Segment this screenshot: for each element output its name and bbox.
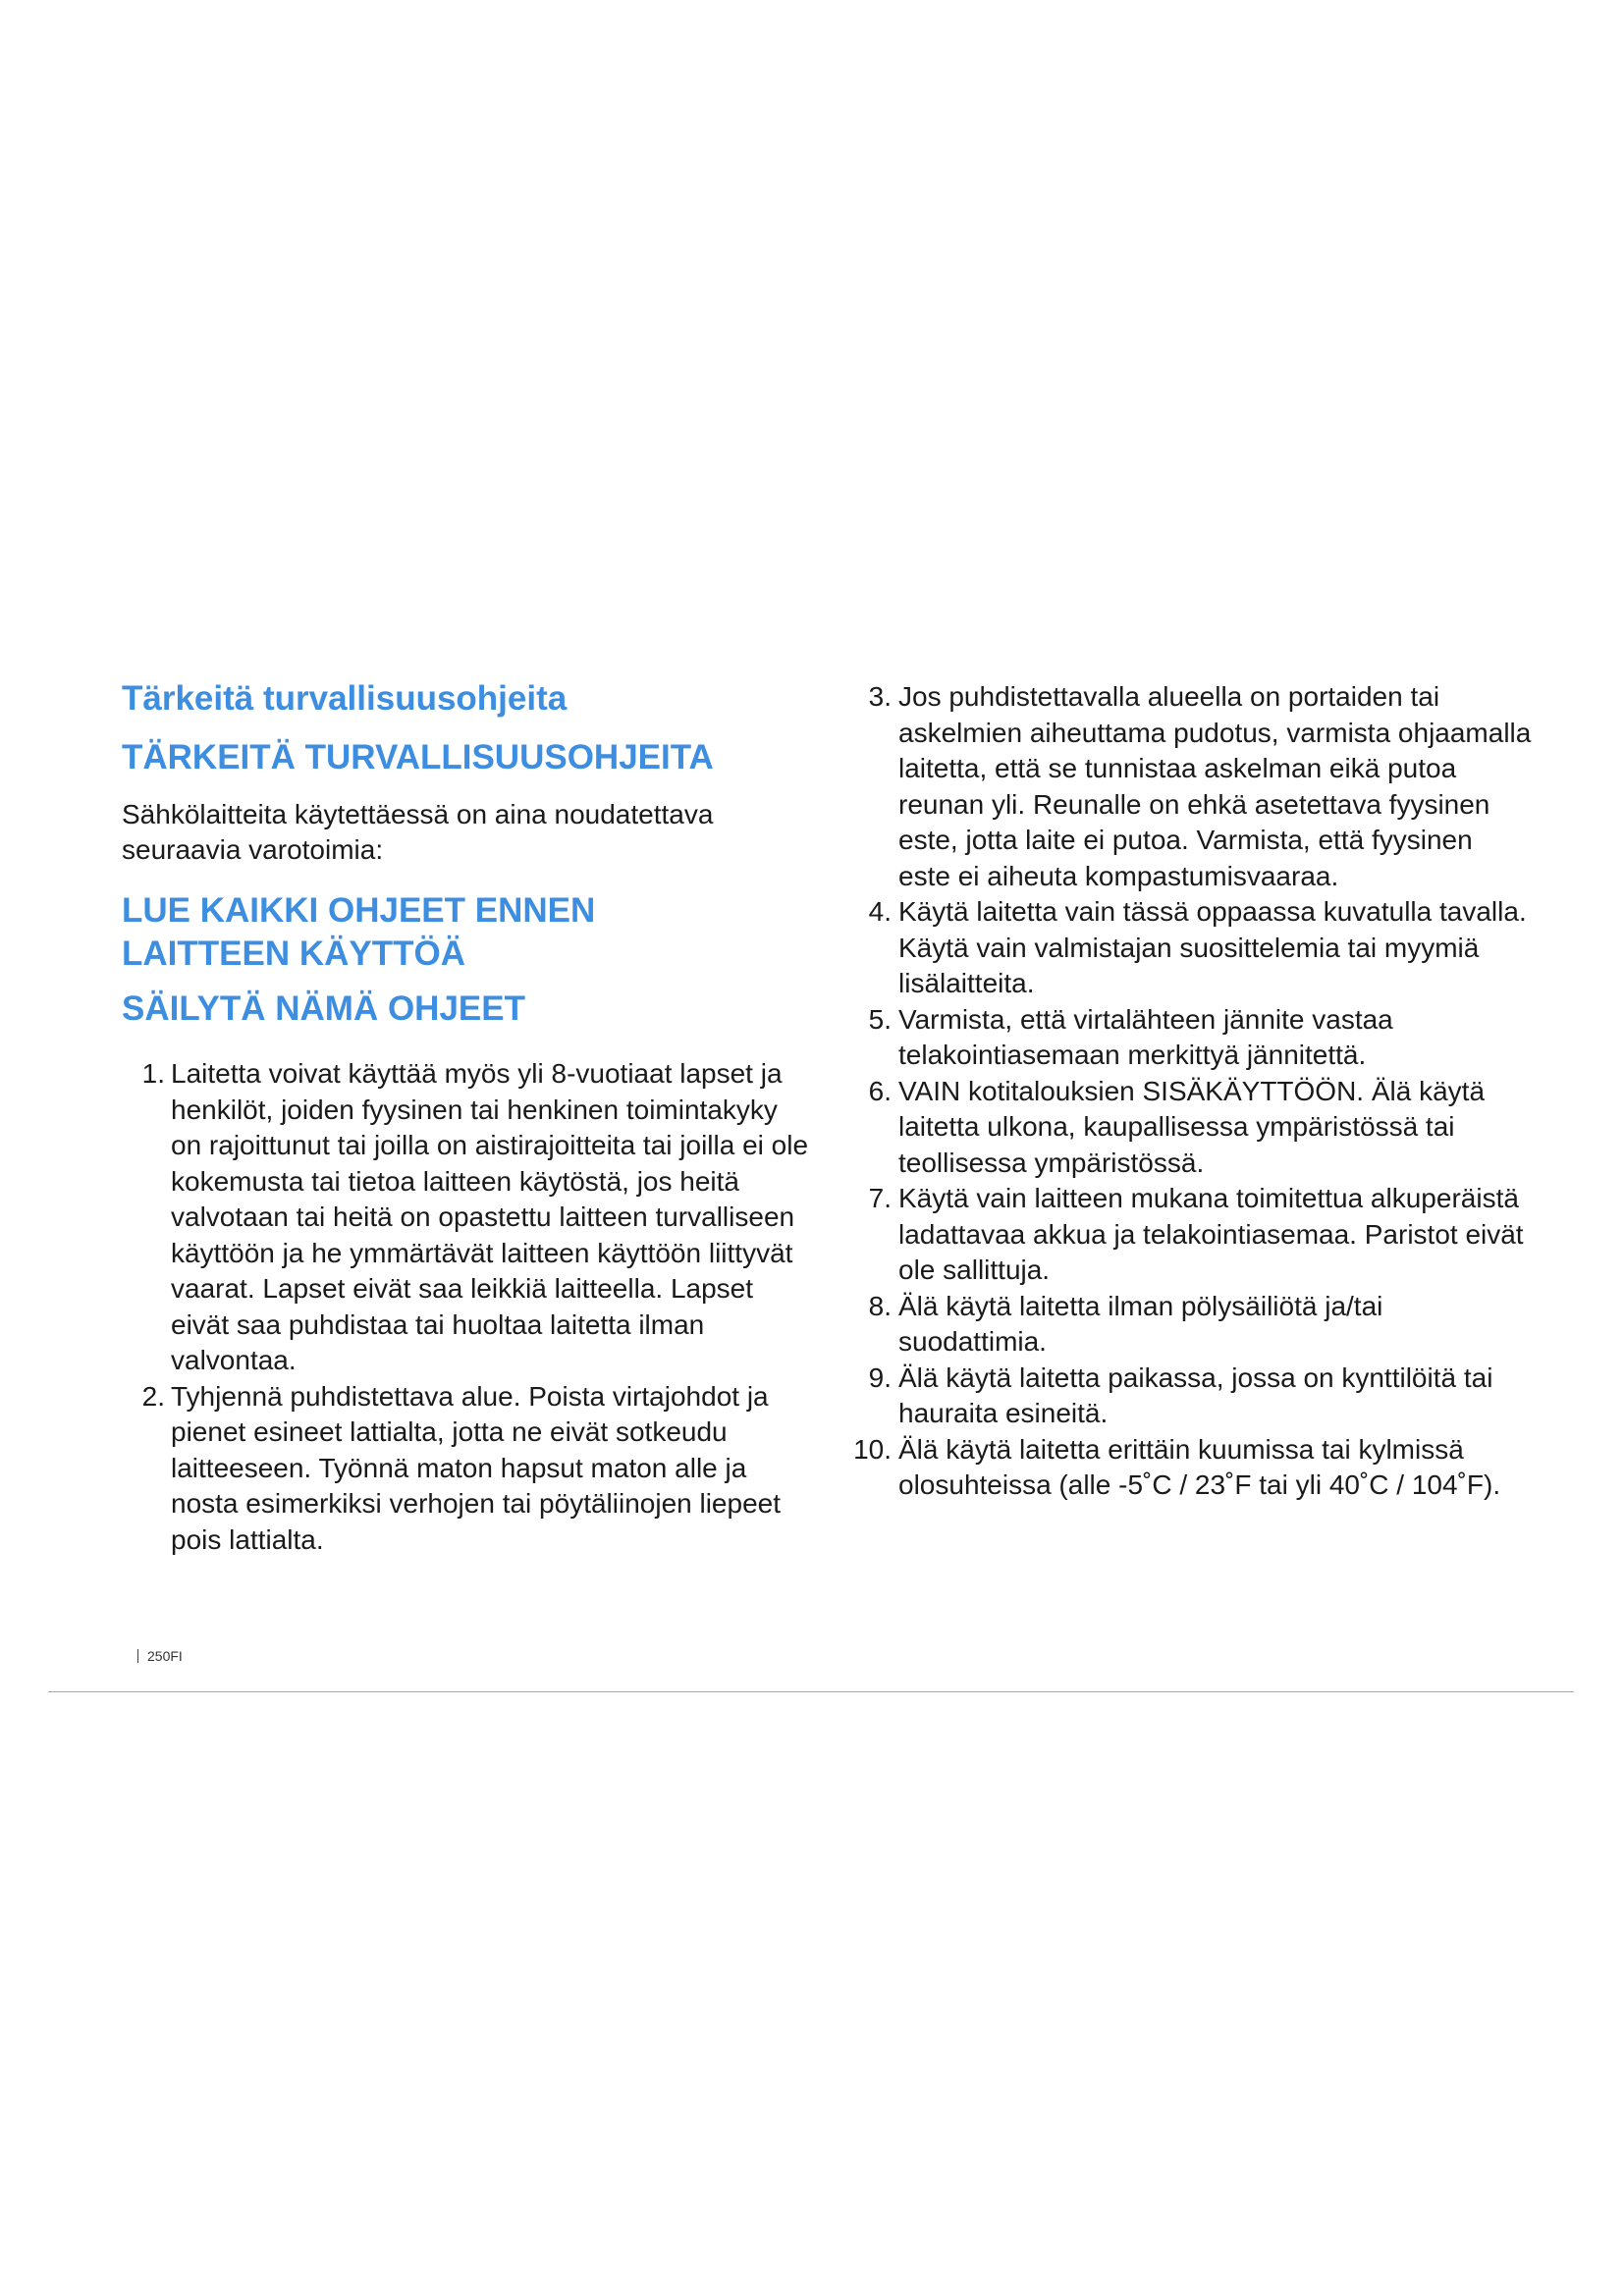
read-instructions-line2: LAITTEEN KÄYTTÖÄ: [122, 934, 465, 973]
list-item-number: 9.: [868, 1362, 892, 1393]
list-item-text: Laitetta voivat käyttää myös yli 8-vuotiaat lapset ja henkilöt, joiden fyysinen tai henkinen toimintakyky on rajoittunut tai joilla on aistirajoitteita tai joilla ei ole kokemusta tai tietoa laitteen käytöstä, jos heitä valvotaan tai heitä on opastettu laitteen turvalliseen käyttöön ja he ymmärtävät laitteen käyttöön liittyvät vaarat. Lapset eivät saa leikkiä laitteella. Lapset eivät saa puhdistaa tai huoltaa laitetta ilman valvontaa.: [171, 1058, 809, 1375]
list-item-number: 2.: [141, 1380, 165, 1412]
list-item-text: Käytä vain laitteen mukana toimitettua alkuperäistä ladattavaa akkua ja telakointiasemaa. Paristot eivät ole sallittuja.: [898, 1183, 1524, 1285]
list-item-text: Jos puhdistettavalla alueella on portaiden tai askelmien aiheuttama pudotus, varmista ohjaamalla laitetta, että se tunnistaa askelman eikä putoa reunan yli. Reunalle on ehkä asetettava fyysinen este, jotta laite ei putoa. Varmista, että fyysinen este ei aiheuta kompastumisvaaraa.: [898, 681, 1532, 891]
footer-separator: [137, 1649, 138, 1663]
safety-list-right: [844, 679, 1532, 1504]
page-title: Tärkeitä turvallisuusohjeita: [122, 679, 568, 718]
list-item: [868, 1289, 1532, 1361]
footer-page-code: 250FI: [147, 1648, 183, 1664]
list-item-number: 7.: [868, 1183, 892, 1213]
list-item: [868, 1074, 1532, 1182]
left-column: [122, 677, 809, 1558]
footer-rule: [48, 1691, 1574, 1692]
list-item: [141, 1379, 809, 1559]
list-item: [141, 1056, 809, 1379]
list-item: [868, 1181, 1532, 1289]
list-item: [868, 894, 1532, 1002]
list-item: [868, 1361, 1532, 1432]
read-instructions-heading: [122, 889, 809, 976]
list-item-number: 10.: [853, 1433, 892, 1465]
list-item-number: 5.: [868, 1003, 892, 1035]
read-instructions-line1: LUE KAIKKI OHJEET ENNEN: [122, 891, 596, 930]
list-item-text: Älä käytä laitetta ilman pölysäiliötä ja/tai suodattimia.: [898, 1290, 1383, 1357]
list-item-text: Käytä laitetta vain tässä oppaassa kuvatulla tavalla. Käytä vain valmistajan suosittelemia tai myymiä lisälaitteita.: [898, 896, 1527, 998]
right-column: [844, 679, 1532, 1504]
list-item: [853, 1432, 1532, 1504]
list-item-number: 3.: [868, 681, 892, 712]
intro-text: Sähkölaitteita käytettäessä on aina noudatettava seuraavia varotoimia:: [122, 799, 714, 865]
list-item-text: Älä käytä laitetta erittäin kuumissa tai kylmissä olosuhteissa (alle -5˚C / 23˚F tai yli 40˚C / 104˚F).: [898, 1433, 1501, 1500]
list-item-number: 1.: [141, 1058, 165, 1089]
list-item-number: 6.: [868, 1075, 892, 1106]
list-item: [868, 679, 1532, 894]
safety-list-left: [122, 1056, 809, 1558]
keep-instructions-heading: SÄILYTÄ NÄMÄ OHJEET: [122, 989, 525, 1028]
page-title-caps: TÄRKEITÄ TURVALLISUUSOHJEITA: [122, 738, 714, 776]
list-item-text: VAIN kotitalouksien SISÄKÄYTTÖÖN. Älä käytä laitetta ulkona, kaupallisessa ympäristössä tai teollisessa ympäristössä.: [898, 1075, 1486, 1178]
list-item-text: Tyhjennä puhdistettava alue. Poista virtajohdot ja pienet esineet lattialta, jotta ne eivät sotkeudu laitteeseen. Työnnä maton hapsut maton alle ja nosta esimerkiksi verhojen tai pöytäliinojen liepeet pois lattialta.: [171, 1380, 782, 1555]
list-item: [868, 1002, 1532, 1074]
list-item-text: Varmista, että virtalähteen jännite vastaa telakointiasemaan merkittyä jännitettä.: [898, 1003, 1393, 1070]
list-item-text: Älä käytä laitetta paikassa, jossa on kynttilöitä tai hauraita esineitä.: [898, 1362, 1493, 1428]
list-item-number: 4.: [868, 896, 892, 927]
list-item-number: 8.: [868, 1290, 892, 1321]
